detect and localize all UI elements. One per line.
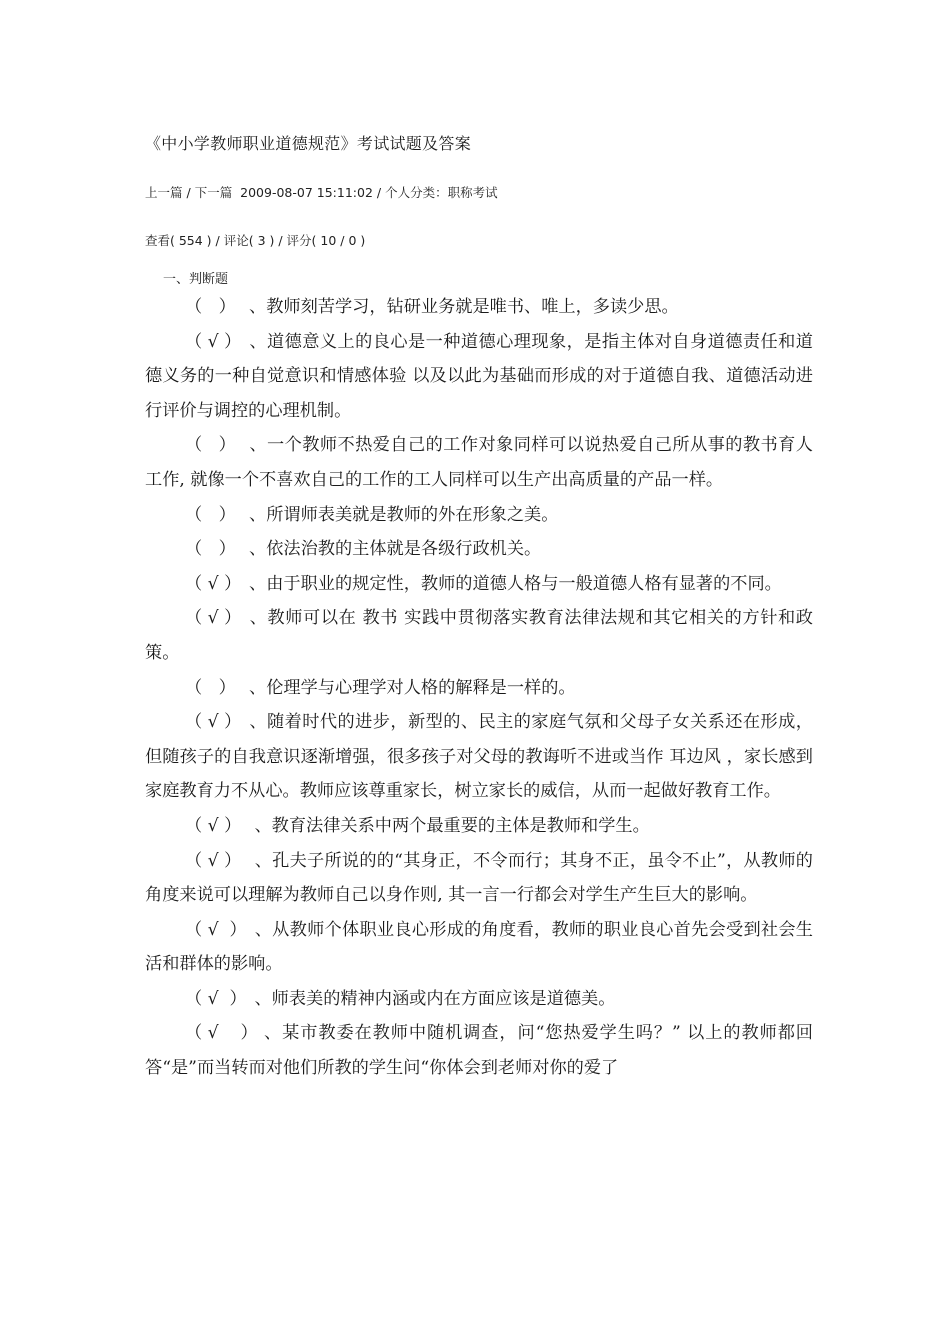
question-item: [145, 705, 813, 809]
answer-mark: （ ）: [185, 297, 236, 317]
question-item: [145, 498, 813, 533]
question-text: 、一个教师不热爱自己的工作对象同样可以说热爱自己所从事的教书育人工作, 就像一个不喜欢自己的工作的工人同样可以生产出高质量的产品一样。: [145, 435, 813, 490]
section-heading: 一、判断题: [163, 272, 229, 287]
question-item: [145, 325, 813, 429]
question-text: 、由于职业的规定性，教师的道德人格与一般道德人格有显著的不同。: [249, 573, 782, 594]
question-text: 、教师刻苦学习，钻研业务就是唯书、唯上，多读少思。: [249, 297, 679, 317]
question-item: [145, 532, 813, 567]
question-text: 、随着时代的进步，新型的、民主的家庭气氛和父母子女关系还在形成，但随孩子的自我意识逐渐增强，很多孩子对父母的教诲听不进或当作 耳边风 ，家长感到家庭教育力不从心。教师应该尊重家长，树立家长的威信，从而一起做好教育工作。: [145, 712, 813, 802]
question-item: [145, 601, 813, 670]
question-item: [145, 913, 813, 982]
meta-separator: /: [372, 185, 386, 200]
question-text: 、教育法律关系中两个最重要的主体是教师和学生。: [249, 815, 650, 836]
article-stats: 查看( 554 ) / 评论( 3 ) / 评分( 10 / 0 ): [145, 233, 366, 248]
answer-mark: （ √ ）: [185, 919, 247, 940]
answer-mark: （ √ ）: [185, 850, 242, 871]
question-item: [145, 1016, 813, 1085]
answer-mark: （ ）: [185, 435, 236, 456]
question-list: [145, 290, 813, 1086]
category-link[interactable]: 个人分类：职称考试: [385, 185, 498, 200]
answer-mark: （ √ ）: [185, 331, 242, 352]
question-item: [145, 982, 813, 1017]
question-text: 、某市教委在教师中随机调查，问“您热爱学生吗？” 以上的教师都回答“是”而当转而对他们所教的学生问“你体会到老师对你的爱了: [145, 1023, 813, 1079]
question-item: [145, 428, 813, 497]
page-title: 《中小学教师职业道德规范》考试试题及答案: [145, 134, 472, 153]
answer-mark: （ √ ）: [185, 573, 242, 594]
article-meta: [145, 183, 498, 201]
question-text: 、伦理学与心理学对人格的解释是一样的。: [249, 677, 576, 698]
question-text: 、教师可以在 教书 实践中贯彻落实教育法律法规和其它相关的方针和政策。: [145, 608, 813, 663]
post-datetime: 2009-08-07 15:11:02: [232, 185, 373, 200]
answer-mark: （ √ ）: [185, 712, 242, 733]
question-item: [145, 671, 813, 706]
question-item: [145, 290, 813, 325]
question-text: 、道德意义上的良心是一种道德心理现象，是指主体对自身道德责任和道德义务的一种自觉意识和情感体验 以及以此为基础而形成的对于道德自我、道德活动进行评价与调控的心理机制。: [145, 331, 813, 421]
answer-mark: （ √ ）: [185, 988, 247, 1009]
question-text: 、依法治教的主体就是各级行政机关。: [249, 539, 542, 560]
answer-mark: （ √ ）: [185, 1023, 258, 1044]
question-text: 、从教师个体职业良心形成的角度看，教师的职业良心首先会受到社会生活和群体的影响。: [145, 919, 813, 975]
question-item: [145, 809, 813, 844]
question-item: [145, 567, 813, 602]
question-text: 、所谓师表美就是教师的外在形象之美。: [249, 504, 559, 525]
answer-mark: （ ）: [185, 677, 236, 698]
prev-article-link[interactable]: 上一篇: [145, 185, 183, 200]
question-item: [145, 844, 813, 913]
answer-mark: （ ）: [185, 539, 236, 560]
meta-separator: /: [182, 185, 195, 200]
answer-mark: （ √ ）: [185, 608, 242, 629]
question-text: 、师表美的精神内涵或内在方面应该是道德美。: [249, 988, 616, 1009]
answer-mark: （ ）: [185, 504, 236, 525]
next-article-link[interactable]: 下一篇: [194, 185, 233, 200]
answer-mark: （ √ ）: [185, 815, 242, 836]
question-text: 、孔夫子所说的的“其身正，不令而行；其身不正，虽令不止”，从教师的角度来说可以理解为教师自己以身作则, 其一言一行都会对学生产生巨大的影响。: [145, 850, 813, 906]
